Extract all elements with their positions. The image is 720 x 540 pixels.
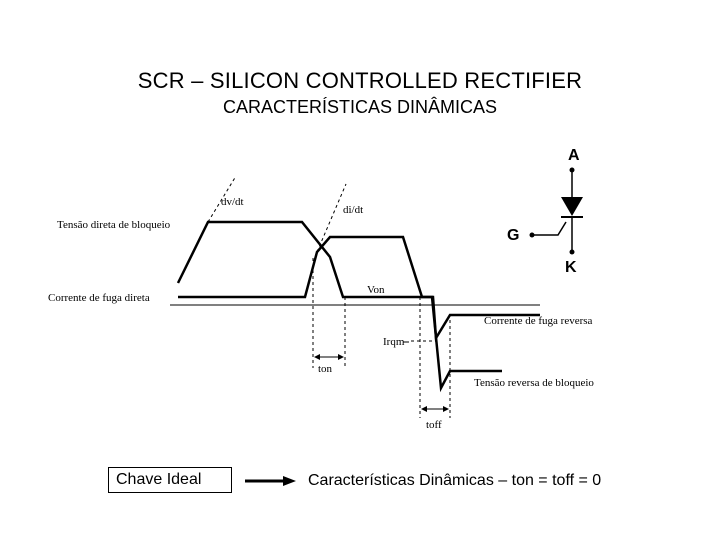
gate-lead <box>532 222 566 235</box>
ton-arrowhead-left <box>314 354 320 360</box>
gate-terminal-dot <box>530 233 535 238</box>
page-title: SCR – SILICON CONTROLLED RECTIFIER <box>137 68 583 93</box>
ton-label: ton <box>318 363 333 375</box>
ton-arrowhead-right <box>338 354 344 360</box>
toff-arrowhead-left <box>421 406 427 412</box>
dvdt-label: dv/dt <box>221 196 244 208</box>
toff-arrowhead-right <box>443 406 449 412</box>
gate-label: G <box>507 227 520 244</box>
page-subtitle: CARACTERÍSTICAS DINÂMICAS <box>222 97 498 117</box>
legend-arrowhead <box>283 476 296 486</box>
scr-triangle <box>561 197 583 216</box>
von-label: Von <box>367 284 385 296</box>
scr-symbol <box>507 147 583 276</box>
forward-blocking-label: Tensão direta de bloqueio <box>57 219 171 231</box>
anode-terminal-dot <box>570 168 575 173</box>
dynamic-characteristics-caption: Características Dinâmicas – ton = toff = 0 <box>308 472 602 489</box>
cathode-terminal-dot <box>570 250 575 255</box>
toff-label: toff <box>426 419 442 431</box>
ideal-switch-box: Chave Ideal <box>108 467 232 493</box>
anode-label: A <box>568 147 580 164</box>
reverse-leakage-label: Corrente de fuga reversa <box>484 315 593 327</box>
forward-leakage-label: Corrente de fuga direta <box>48 292 150 304</box>
irqm-label: Irqm <box>383 336 405 348</box>
didt-label: di/dt <box>343 204 364 216</box>
didt-slope-line <box>317 184 346 252</box>
reverse-blocking-label: Tensão reversa de bloqueio <box>474 377 594 389</box>
cathode-label: K <box>565 259 577 276</box>
